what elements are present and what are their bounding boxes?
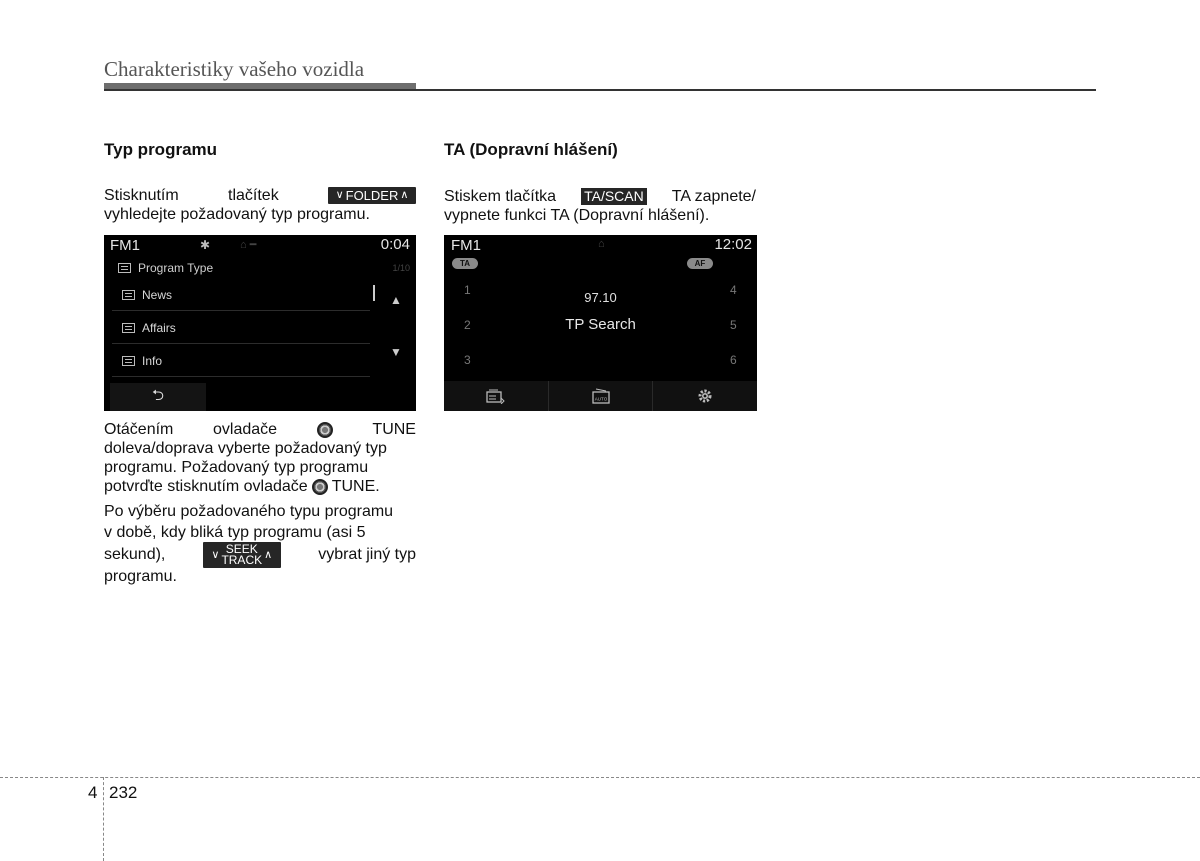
scrollbar-thumb[interactable] bbox=[373, 285, 375, 301]
text: potvrďte stisknutím ovladače bbox=[104, 478, 308, 495]
text: vyhledejte požadovaný typ programu. bbox=[104, 206, 370, 223]
list-icon bbox=[122, 323, 135, 333]
ta-indicator-badge: TA bbox=[452, 258, 478, 269]
status-icons: ⌂ ━ bbox=[240, 239, 257, 251]
text: TA zapnete/ bbox=[671, 188, 756, 205]
clock: 0:04 bbox=[380, 236, 410, 253]
paragraph-folder bbox=[104, 186, 416, 224]
tune-knob-icon bbox=[317, 422, 333, 438]
chevron-down-icon: ∨ bbox=[335, 189, 344, 201]
chevron-up-icon: ∧ bbox=[400, 189, 409, 201]
frequency: 97.10 bbox=[584, 290, 617, 305]
gear-icon[interactable] bbox=[653, 381, 757, 411]
list-item-affairs[interactable] bbox=[112, 313, 370, 344]
list-item-label: News bbox=[142, 288, 173, 302]
preset-4[interactable]: 4 bbox=[730, 283, 737, 297]
text: vypnete funkci TA (Dopravní hlášení). bbox=[444, 207, 710, 224]
track-label: TRACK bbox=[221, 552, 263, 567]
bluetooth-icon: ✱ bbox=[200, 238, 211, 252]
tune-knob-icon bbox=[312, 479, 328, 495]
list-icon bbox=[118, 263, 131, 273]
page-header-title: Charakteristiky vašeho vozidla bbox=[104, 57, 365, 81]
program-type-screen bbox=[104, 235, 416, 411]
back-icon[interactable]: ⮌ bbox=[110, 383, 206, 411]
text: tlačítek bbox=[228, 187, 279, 204]
tp-search-status: TP Search bbox=[565, 316, 636, 333]
folder-button-icon bbox=[328, 187, 416, 204]
paragraph-ta bbox=[444, 187, 756, 225]
text: vybrat jiný typ bbox=[318, 545, 416, 563]
radio-auto-icon[interactable] bbox=[549, 381, 654, 411]
list-icon bbox=[122, 356, 135, 366]
text: Otáčením bbox=[104, 421, 174, 438]
preset-6[interactable]: 6 bbox=[730, 353, 737, 367]
section-heading-typ-programu: Typ programu bbox=[104, 140, 218, 159]
footer-rule bbox=[0, 777, 1200, 778]
text: programu. bbox=[104, 567, 177, 585]
screen-footer-bar bbox=[444, 381, 757, 411]
chevron-up-icon: ∧ bbox=[264, 548, 273, 561]
scroll-down-icon[interactable]: ▼ bbox=[390, 345, 402, 359]
status-icon: ⌂ bbox=[598, 238, 605, 250]
auto-label: AUTO bbox=[594, 396, 607, 402]
band-label: FM1 bbox=[110, 237, 140, 254]
ta-screen bbox=[444, 235, 757, 411]
program-type-title-row bbox=[118, 261, 213, 275]
band-label: FM1 bbox=[451, 237, 481, 254]
text: Stiskem tlačítka bbox=[444, 188, 557, 205]
chevron-down-icon: ∨ bbox=[211, 548, 220, 561]
text: programu. Požadovaný typ programu bbox=[104, 459, 369, 476]
header-rule-thin bbox=[104, 89, 1096, 91]
text: Po výběru požadovaného typu programu bbox=[104, 502, 394, 520]
af-indicator-badge: AF bbox=[687, 258, 713, 269]
list-item-info[interactable] bbox=[112, 346, 370, 377]
section-heading-ta: TA (Dopravní hlášení) bbox=[444, 140, 618, 159]
text: v době, kdy bliká typ programu (asi 5 bbox=[104, 523, 366, 541]
page-number: 232 bbox=[109, 783, 138, 802]
list-counter: 1/10 bbox=[392, 263, 410, 273]
program-type-title: Program Type bbox=[138, 261, 214, 275]
ta-scan-button-icon: TA/SCAN bbox=[581, 188, 647, 205]
list-item-label: Info bbox=[142, 354, 163, 368]
list-icon bbox=[122, 290, 135, 300]
scroll-up-icon[interactable]: ▲ bbox=[390, 293, 402, 307]
chapter-number: 4 bbox=[88, 783, 98, 802]
list-item-news[interactable] bbox=[112, 280, 370, 311]
folder-button-label: FOLDER bbox=[345, 188, 399, 203]
radio-list-icon[interactable] bbox=[444, 381, 549, 411]
footer-vertical-rule bbox=[103, 777, 104, 861]
preset-2[interactable]: 2 bbox=[464, 318, 471, 332]
text: Stisknutím bbox=[104, 187, 179, 204]
preset-5[interactable]: 5 bbox=[730, 318, 737, 332]
text: TUNE bbox=[372, 421, 416, 438]
preset-1[interactable]: 1 bbox=[464, 283, 471, 297]
text: doleva/doprava vyberte požadovaný typ bbox=[104, 440, 387, 457]
text: sekund), bbox=[104, 545, 166, 563]
text: ovladače bbox=[213, 421, 278, 438]
seek-label: SEEK bbox=[225, 541, 258, 556]
seek-track-button-icon bbox=[203, 542, 281, 568]
list-item-label: Affairs bbox=[142, 321, 176, 335]
paragraph-seek bbox=[104, 501, 416, 587]
clock: 12:02 bbox=[714, 236, 752, 253]
text: TUNE. bbox=[331, 478, 380, 495]
preset-3[interactable]: 3 bbox=[464, 353, 471, 367]
paragraph-tune bbox=[104, 420, 416, 496]
